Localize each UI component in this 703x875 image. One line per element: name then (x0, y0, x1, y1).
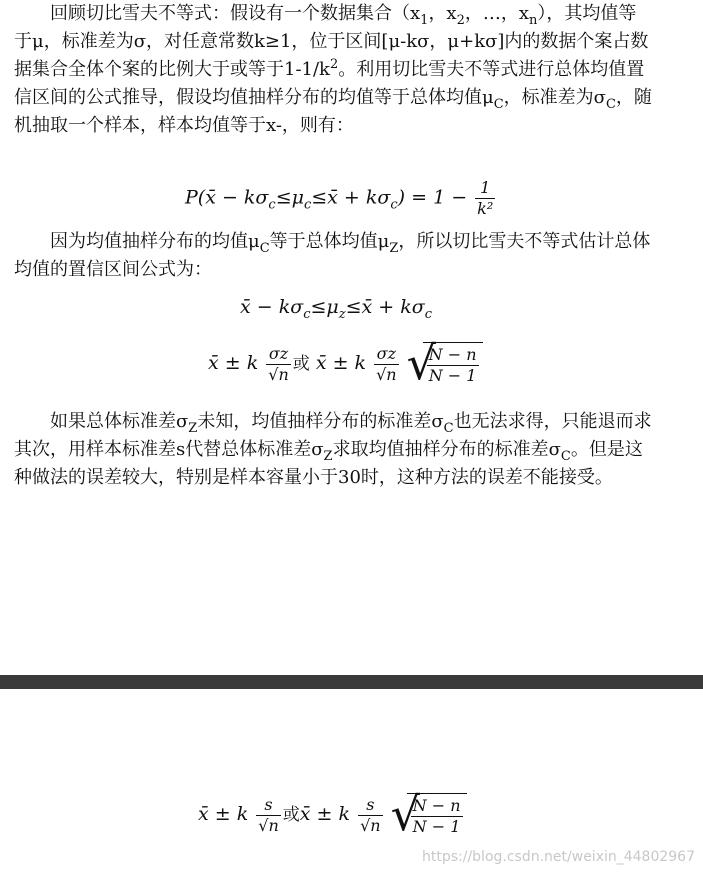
fraction-numerator: σz (266, 344, 291, 365)
text-span: 等于总体均值μ (269, 231, 390, 252)
subscript: C (259, 241, 270, 256)
square-root (390, 787, 467, 841)
subscript: n (529, 13, 538, 28)
formula-part: P(x̄ − kσ (185, 186, 269, 209)
text-span: ，…，x (464, 3, 530, 24)
fraction-numerator: s (358, 795, 383, 816)
square-root (406, 336, 483, 390)
fraction-denominator: N − 1 (428, 366, 477, 385)
fraction-denominator: √n (258, 815, 279, 835)
text-span: ，所以切比雪夫不等式估计总体均值的置信区间公式为： (14, 231, 651, 280)
subscript: C (443, 421, 454, 436)
formula-part: ≤μ (275, 186, 304, 209)
page-separator (0, 675, 703, 689)
subscript: C (493, 97, 504, 112)
subscript: Z (389, 241, 399, 256)
superscript: 2 (329, 57, 339, 72)
subscript: z (338, 307, 346, 322)
text-span: 回顾切比雪夫不等式：假设有一个数据集合（x (50, 3, 421, 24)
fraction-denominator: √n (360, 815, 381, 835)
text-span: ，标准差为σ (503, 87, 606, 108)
subscript: C (560, 449, 571, 464)
subscript: 2 (456, 13, 465, 28)
watermark-url: https://blog.csdn.net/weixin_44802967 (421, 849, 695, 865)
subscript: c (390, 197, 398, 213)
formula-part: ≤x̄ + kσ (345, 296, 425, 318)
formula-part: x̄ ± k (198, 803, 249, 825)
formula-probability-inequality (185, 178, 497, 219)
fraction-denominator: √n (376, 364, 397, 384)
or-text: 或 (292, 354, 310, 374)
subscript: c (424, 307, 433, 322)
text-span: ，x (428, 3, 457, 24)
formula-part: x̄ ± k (315, 352, 367, 374)
formula-interval-sample (198, 787, 467, 841)
formula-part: x̄ ± k (299, 803, 351, 825)
formula-image-section (0, 689, 703, 875)
formula-interval-inequality (240, 296, 433, 322)
subscript: Z (323, 449, 333, 464)
subscript: c (268, 197, 276, 213)
subscript: c (303, 197, 312, 213)
text-span: ，随机抽取一个样本，样本均值等于x-，则有： (14, 87, 652, 136)
text-span: 也无法求得，只能退而求其次，用样本标准差s代替总体标准差σ (14, 411, 652, 460)
subscript: c (303, 307, 311, 322)
fraction-denominator: √n (268, 364, 289, 384)
fraction-numerator: N − n (428, 345, 477, 364)
fraction (266, 344, 291, 385)
text-span: 因为均值抽样分布的均值μ (50, 231, 260, 252)
subscript: 1 (420, 13, 429, 28)
paragraph-confidence-interval (14, 228, 654, 284)
text-span: ），其均值等于μ，标准差为σ，对任意常数k≥1，位于区间[μ-kσ，μ+kσ]内的数据个案占数据集合全体个案的比例大于或等于1-1/k (14, 3, 649, 80)
fraction (374, 344, 399, 385)
fraction (358, 795, 383, 836)
subscript: Z (188, 421, 198, 436)
fraction-denominator: k² (477, 199, 494, 218)
formula-part: x̄ ± k (208, 352, 259, 374)
formula-interval-sigma (208, 336, 483, 390)
paragraph-sample-std (14, 408, 654, 492)
fraction-denominator: N − 1 (412, 817, 461, 836)
formula-part: x̄ − kσ (240, 296, 304, 318)
fraction (475, 178, 495, 219)
fraction-numerator: σz (374, 344, 399, 365)
or-text: 或 (282, 805, 300, 825)
text-span: 未知，均值抽样分布的标准差σ (197, 411, 444, 432)
fraction-numerator: 1 (475, 178, 495, 199)
radical-sign: √ (390, 787, 420, 841)
text-span: 。利用切比雪夫不等式进行总体均值置信区间的公式推导，假设均值抽样分布的均值等于总体均值μ (14, 59, 645, 108)
subscript: C (605, 97, 616, 112)
fraction-numerator: s (256, 795, 281, 816)
formula-part: ) = 1 − (397, 186, 468, 209)
text-span: 求取均值抽样分布的标准差σ (332, 439, 561, 460)
fraction-numerator: N − n (412, 796, 461, 815)
text-span: 如果总体标准差σ (50, 411, 189, 432)
radical-sign: √ (406, 336, 436, 390)
fraction (256, 795, 281, 836)
formula-part: ≤x̄ + kσ (311, 186, 391, 209)
paragraph-chebyshev-intro (14, 0, 654, 140)
formula-part: ≤μ (310, 296, 339, 318)
text-span: 。但是这种做法的误差较大，特别是样本容量小于30时，这种方法的误差不能接受。 (14, 439, 643, 488)
